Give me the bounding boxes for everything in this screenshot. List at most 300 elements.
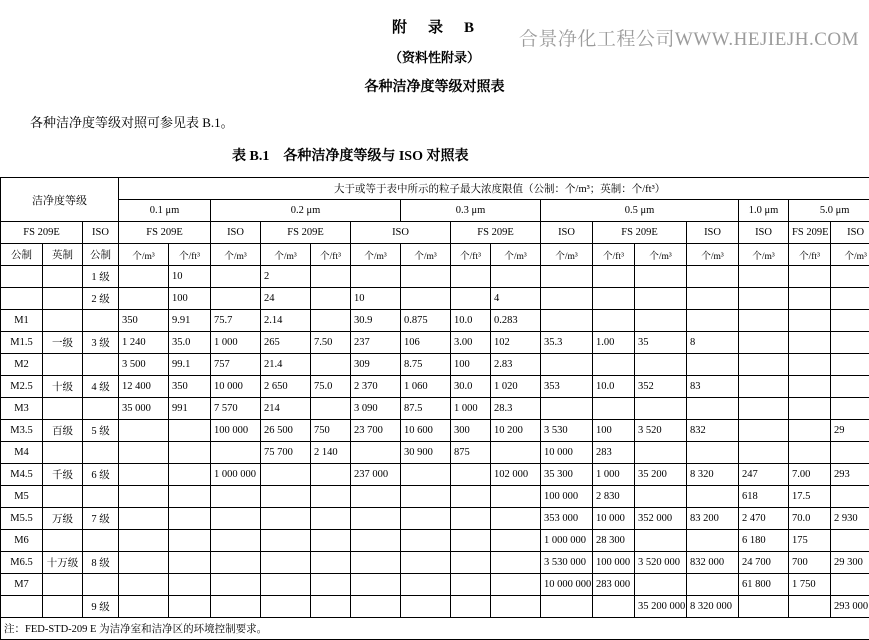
cell bbox=[739, 398, 789, 420]
imperial-class bbox=[43, 442, 83, 464]
cell bbox=[831, 332, 869, 354]
imperial-class: 一级 bbox=[43, 332, 83, 354]
cell bbox=[739, 310, 789, 332]
iso-class bbox=[83, 442, 119, 464]
std-10: ISO bbox=[831, 222, 869, 244]
cell bbox=[119, 420, 169, 442]
cell: 8 320 000 bbox=[687, 596, 739, 618]
unit-1: 个/ft³ bbox=[169, 244, 211, 266]
cell: 7.50 bbox=[311, 332, 351, 354]
metric-class: M4.5 bbox=[1, 464, 43, 486]
cell: 10 000 bbox=[593, 508, 635, 530]
cell: 1 000 000 bbox=[211, 464, 261, 486]
cell bbox=[739, 596, 789, 618]
cell: 102 bbox=[491, 332, 541, 354]
cell bbox=[211, 266, 261, 288]
cell: 0.283 bbox=[491, 310, 541, 332]
size-group-4: 1.0 μm bbox=[739, 200, 789, 222]
cell bbox=[491, 552, 541, 574]
cell: 3 500 bbox=[119, 354, 169, 376]
document-page bbox=[0, 16, 869, 603]
page-title: 各种洁净度等级对照表 bbox=[0, 76, 869, 96]
unit-11: 个/m³ bbox=[635, 244, 687, 266]
metric-class: M1.5 bbox=[1, 332, 43, 354]
unit-13: 个/m³ bbox=[739, 244, 789, 266]
cell: 350 bbox=[169, 376, 211, 398]
size-group-0: 0.1 μm bbox=[119, 200, 211, 222]
cell bbox=[687, 266, 739, 288]
cell bbox=[789, 266, 831, 288]
cell bbox=[119, 552, 169, 574]
cell bbox=[261, 552, 311, 574]
cell: 3 520 000 bbox=[635, 552, 687, 574]
cell bbox=[593, 596, 635, 618]
cell: 700 bbox=[789, 552, 831, 574]
metric-class: M6.5 bbox=[1, 552, 43, 574]
table-row bbox=[1, 442, 869, 464]
cell bbox=[687, 354, 739, 376]
table-caption: 表 B.1 各种洁净度等级与 ISO 对照表 bbox=[232, 145, 869, 165]
cell bbox=[831, 376, 869, 398]
cell bbox=[351, 552, 401, 574]
cell: 35 bbox=[635, 332, 687, 354]
std-1: ISO bbox=[211, 222, 261, 244]
cell: 12 400 bbox=[119, 376, 169, 398]
table-row bbox=[1, 574, 869, 596]
cell: 2 370 bbox=[351, 376, 401, 398]
std-4: FS 209E bbox=[451, 222, 541, 244]
cell: 100 000 bbox=[541, 486, 593, 508]
cell: 214 bbox=[261, 398, 311, 420]
cell: 100 000 bbox=[593, 552, 635, 574]
table-row bbox=[1, 596, 869, 618]
cell: 2.14 bbox=[261, 310, 311, 332]
unit-14: 个/ft³ bbox=[789, 244, 831, 266]
unit-9: 个/m³ bbox=[541, 244, 593, 266]
cell: 100 bbox=[451, 354, 491, 376]
cell bbox=[119, 508, 169, 530]
cell bbox=[739, 376, 789, 398]
cell bbox=[739, 288, 789, 310]
unit-6: 个/m³ bbox=[401, 244, 451, 266]
iso-class bbox=[83, 530, 119, 552]
cell bbox=[687, 310, 739, 332]
cell: 2 470 bbox=[739, 508, 789, 530]
cell bbox=[311, 574, 351, 596]
unit-15: 个/m³ bbox=[831, 244, 869, 266]
cell: 10 bbox=[351, 288, 401, 310]
cleanliness-class-table bbox=[0, 177, 869, 640]
cell: 1 060 bbox=[401, 376, 451, 398]
cell bbox=[491, 508, 541, 530]
metric-class: M5 bbox=[1, 486, 43, 508]
cell bbox=[401, 574, 451, 596]
cell bbox=[311, 266, 351, 288]
cell bbox=[491, 486, 541, 508]
cell: 75.0 bbox=[311, 376, 351, 398]
cell bbox=[635, 486, 687, 508]
table-header-row-1 bbox=[1, 178, 869, 200]
cell bbox=[451, 266, 491, 288]
iso-class bbox=[83, 574, 119, 596]
cell bbox=[169, 420, 211, 442]
cell bbox=[635, 530, 687, 552]
metric-class: M2.5 bbox=[1, 376, 43, 398]
cell bbox=[491, 530, 541, 552]
cell: 1 000 bbox=[593, 464, 635, 486]
cell bbox=[635, 310, 687, 332]
cell bbox=[119, 442, 169, 464]
std-8: ISO bbox=[739, 222, 789, 244]
cell: 102 000 bbox=[491, 464, 541, 486]
iso-class: 9 级 bbox=[83, 596, 119, 618]
cell: 1 020 bbox=[491, 376, 541, 398]
std-7: ISO bbox=[687, 222, 739, 244]
cell bbox=[739, 332, 789, 354]
table-row bbox=[1, 398, 869, 420]
imperial-class bbox=[43, 266, 83, 288]
cell: 0.875 bbox=[401, 310, 451, 332]
cell: 283 bbox=[593, 442, 635, 464]
left-sub-imperial: 英制 bbox=[43, 244, 83, 266]
intro-paragraph: 各种洁净度等级对照可参见表 B.1。 bbox=[30, 112, 869, 131]
cell bbox=[491, 574, 541, 596]
cell bbox=[351, 574, 401, 596]
unit-8: 个/m³ bbox=[491, 244, 541, 266]
metric-class: M4 bbox=[1, 442, 43, 464]
metric-class: M2 bbox=[1, 354, 43, 376]
cell bbox=[541, 354, 593, 376]
cell: 87.5 bbox=[401, 398, 451, 420]
cell: 3 530 000 bbox=[541, 552, 593, 574]
imperial-class bbox=[43, 310, 83, 332]
cell: 10 000 000 bbox=[541, 574, 593, 596]
cell: 1 750 bbox=[789, 574, 831, 596]
cell bbox=[541, 596, 593, 618]
cell: 991 bbox=[169, 398, 211, 420]
cell: 24 bbox=[261, 288, 311, 310]
table-row bbox=[1, 354, 869, 376]
iso-class: 8 级 bbox=[83, 552, 119, 574]
cell: 26 500 bbox=[261, 420, 311, 442]
cell: 28.3 bbox=[491, 398, 541, 420]
left-header-iso: ISO bbox=[83, 222, 119, 244]
cell bbox=[451, 288, 491, 310]
cell bbox=[211, 596, 261, 618]
unit-12: 个/m³ bbox=[687, 244, 739, 266]
cell bbox=[119, 486, 169, 508]
table-row bbox=[1, 376, 869, 398]
cell bbox=[593, 288, 635, 310]
unit-0: 个/m³ bbox=[119, 244, 169, 266]
imperial-class bbox=[43, 530, 83, 552]
cell bbox=[211, 574, 261, 596]
cell bbox=[635, 266, 687, 288]
cell bbox=[211, 486, 261, 508]
cell bbox=[491, 266, 541, 288]
cell bbox=[401, 596, 451, 618]
cell: 10 200 bbox=[491, 420, 541, 442]
cell: 352 bbox=[635, 376, 687, 398]
cell bbox=[401, 464, 451, 486]
unit-4: 个/ft³ bbox=[311, 244, 351, 266]
cell bbox=[351, 508, 401, 530]
cell bbox=[541, 266, 593, 288]
cell: 293 000 bbox=[831, 596, 869, 618]
cell bbox=[119, 596, 169, 618]
cell: 23 700 bbox=[351, 420, 401, 442]
cell: 1 000 bbox=[451, 398, 491, 420]
cell: 265 bbox=[261, 332, 311, 354]
cell bbox=[311, 354, 351, 376]
cell: 1 240 bbox=[119, 332, 169, 354]
cell: 237 000 bbox=[351, 464, 401, 486]
cell bbox=[491, 442, 541, 464]
cell: 3 520 bbox=[635, 420, 687, 442]
std-3: ISO bbox=[351, 222, 451, 244]
cell bbox=[401, 508, 451, 530]
metric-class bbox=[1, 596, 43, 618]
iso-class: 1 级 bbox=[83, 266, 119, 288]
std-6: FS 209E bbox=[593, 222, 687, 244]
cell: 8 bbox=[687, 332, 739, 354]
cell: 757 bbox=[211, 354, 261, 376]
cell bbox=[831, 574, 869, 596]
cell bbox=[635, 354, 687, 376]
table-row bbox=[1, 552, 869, 574]
cell bbox=[739, 420, 789, 442]
cell bbox=[831, 486, 869, 508]
size-group-5: 5.0 μm bbox=[789, 200, 869, 222]
cell bbox=[541, 398, 593, 420]
cell bbox=[789, 420, 831, 442]
cell bbox=[451, 596, 491, 618]
size-group-2: 0.3 μm bbox=[401, 200, 541, 222]
cell bbox=[351, 596, 401, 618]
cell: 237 bbox=[351, 332, 401, 354]
cell bbox=[451, 508, 491, 530]
metric-class: M5.5 bbox=[1, 508, 43, 530]
cell bbox=[351, 266, 401, 288]
cell bbox=[311, 530, 351, 552]
std-5: ISO bbox=[541, 222, 593, 244]
cell: 2 140 bbox=[311, 442, 351, 464]
table-row bbox=[1, 464, 869, 486]
cell bbox=[401, 486, 451, 508]
cell: 350 bbox=[119, 310, 169, 332]
watermark-text: 合景净化工程公司WWW.HEJIEJH.COM bbox=[519, 24, 859, 51]
iso-class bbox=[83, 354, 119, 376]
cell bbox=[401, 266, 451, 288]
table-note-row bbox=[1, 618, 869, 640]
table-row bbox=[1, 530, 869, 552]
iso-class: 7 级 bbox=[83, 508, 119, 530]
cell bbox=[351, 442, 401, 464]
std-2: FS 209E bbox=[261, 222, 351, 244]
cell: 35 300 bbox=[541, 464, 593, 486]
iso-class bbox=[83, 310, 119, 332]
table-row bbox=[1, 486, 869, 508]
cell: 61 800 bbox=[739, 574, 789, 596]
cell bbox=[541, 288, 593, 310]
left-sub-iso-metric: 公制 bbox=[83, 244, 119, 266]
std-9: FS 209E bbox=[789, 222, 831, 244]
cell bbox=[261, 596, 311, 618]
cell bbox=[169, 596, 211, 618]
cell bbox=[593, 354, 635, 376]
imperial-class bbox=[43, 574, 83, 596]
cell bbox=[401, 552, 451, 574]
cell bbox=[831, 266, 869, 288]
table-row bbox=[1, 508, 869, 530]
cell: 3.00 bbox=[451, 332, 491, 354]
table-row bbox=[1, 288, 869, 310]
cell bbox=[687, 530, 739, 552]
table-row bbox=[1, 332, 869, 354]
cell: 618 bbox=[739, 486, 789, 508]
cell bbox=[687, 442, 739, 464]
cell: 4 bbox=[491, 288, 541, 310]
cell bbox=[169, 486, 211, 508]
cell bbox=[311, 486, 351, 508]
cell: 6 180 bbox=[739, 530, 789, 552]
cell bbox=[311, 310, 351, 332]
cell: 70.0 bbox=[789, 508, 831, 530]
cell bbox=[451, 530, 491, 552]
cell bbox=[119, 288, 169, 310]
cell: 75.7 bbox=[211, 310, 261, 332]
cell: 8.75 bbox=[401, 354, 451, 376]
cell bbox=[635, 288, 687, 310]
cell bbox=[687, 486, 739, 508]
cell bbox=[261, 574, 311, 596]
cell: 21.4 bbox=[261, 354, 311, 376]
cell bbox=[831, 398, 869, 420]
cell: 7.00 bbox=[789, 464, 831, 486]
cell bbox=[635, 398, 687, 420]
imperial-class bbox=[43, 486, 83, 508]
iso-class: 3 级 bbox=[83, 332, 119, 354]
cell: 2 930 bbox=[831, 508, 869, 530]
cell: 2 650 bbox=[261, 376, 311, 398]
cell bbox=[311, 398, 351, 420]
cell: 175 bbox=[789, 530, 831, 552]
cell: 100 bbox=[169, 288, 211, 310]
cell bbox=[635, 574, 687, 596]
cell bbox=[739, 354, 789, 376]
cell: 8 320 bbox=[687, 464, 739, 486]
unit-7: 个/ft³ bbox=[451, 244, 491, 266]
cell: 29 300 bbox=[831, 552, 869, 574]
metric-class bbox=[1, 288, 43, 310]
cell bbox=[211, 530, 261, 552]
table-header-row-sizes bbox=[1, 200, 869, 222]
cell bbox=[261, 508, 311, 530]
cell bbox=[789, 442, 831, 464]
metric-class: M1 bbox=[1, 310, 43, 332]
cell: 1.00 bbox=[593, 332, 635, 354]
cell: 3 530 bbox=[541, 420, 593, 442]
cell: 10 bbox=[169, 266, 211, 288]
cell: 35 000 bbox=[119, 398, 169, 420]
cell: 10.0 bbox=[593, 376, 635, 398]
unit-2: 个/m³ bbox=[211, 244, 261, 266]
imperial-class bbox=[43, 288, 83, 310]
cell: 2 bbox=[261, 266, 311, 288]
unit-3: 个/m³ bbox=[261, 244, 311, 266]
cell: 247 bbox=[739, 464, 789, 486]
cell bbox=[451, 464, 491, 486]
cell bbox=[261, 486, 311, 508]
cell: 2.83 bbox=[491, 354, 541, 376]
cell bbox=[451, 552, 491, 574]
cell bbox=[789, 376, 831, 398]
imperial-class: 十级 bbox=[43, 376, 83, 398]
cell bbox=[789, 288, 831, 310]
cell bbox=[451, 486, 491, 508]
table-row bbox=[1, 420, 869, 442]
cell bbox=[211, 552, 261, 574]
metric-class: M6 bbox=[1, 530, 43, 552]
imperial-class bbox=[43, 398, 83, 420]
cell bbox=[311, 552, 351, 574]
cell: 9.91 bbox=[169, 310, 211, 332]
cell bbox=[211, 508, 261, 530]
cell: 1 000 bbox=[211, 332, 261, 354]
cell bbox=[401, 530, 451, 552]
cell: 30.0 bbox=[451, 376, 491, 398]
cell: 283 000 bbox=[593, 574, 635, 596]
imperial-class: 千级 bbox=[43, 464, 83, 486]
left-header-fs209e: FS 209E bbox=[1, 222, 83, 244]
table-row bbox=[1, 266, 869, 288]
metric-class: M3.5 bbox=[1, 420, 43, 442]
imperial-class: 百级 bbox=[43, 420, 83, 442]
imperial-class: 十万级 bbox=[43, 552, 83, 574]
cell bbox=[593, 398, 635, 420]
cell: 83 200 bbox=[687, 508, 739, 530]
cell: 100 000 bbox=[211, 420, 261, 442]
size-group-1: 0.2 μm bbox=[211, 200, 401, 222]
cell bbox=[789, 354, 831, 376]
cell: 24 700 bbox=[739, 552, 789, 574]
iso-class: 2 级 bbox=[83, 288, 119, 310]
iso-class: 5 级 bbox=[83, 420, 119, 442]
left-sub-metric: 公制 bbox=[1, 244, 43, 266]
cell bbox=[687, 574, 739, 596]
iso-class: 4 级 bbox=[83, 376, 119, 398]
cell bbox=[831, 310, 869, 332]
cell bbox=[119, 266, 169, 288]
cell: 750 bbox=[311, 420, 351, 442]
cell bbox=[261, 530, 311, 552]
cell: 293 bbox=[831, 464, 869, 486]
cell bbox=[831, 354, 869, 376]
cell bbox=[169, 508, 211, 530]
cell bbox=[169, 552, 211, 574]
cell: 3 090 bbox=[351, 398, 401, 420]
imperial-class bbox=[43, 354, 83, 376]
iso-class bbox=[83, 398, 119, 420]
iso-class: 6 级 bbox=[83, 464, 119, 486]
unit-10: 个/ft³ bbox=[593, 244, 635, 266]
cell bbox=[169, 442, 211, 464]
cell: 1 000 000 bbox=[541, 530, 593, 552]
cell: 106 bbox=[401, 332, 451, 354]
cell bbox=[169, 530, 211, 552]
informative-subheading: （资料性附录） bbox=[0, 47, 869, 66]
cell bbox=[831, 530, 869, 552]
